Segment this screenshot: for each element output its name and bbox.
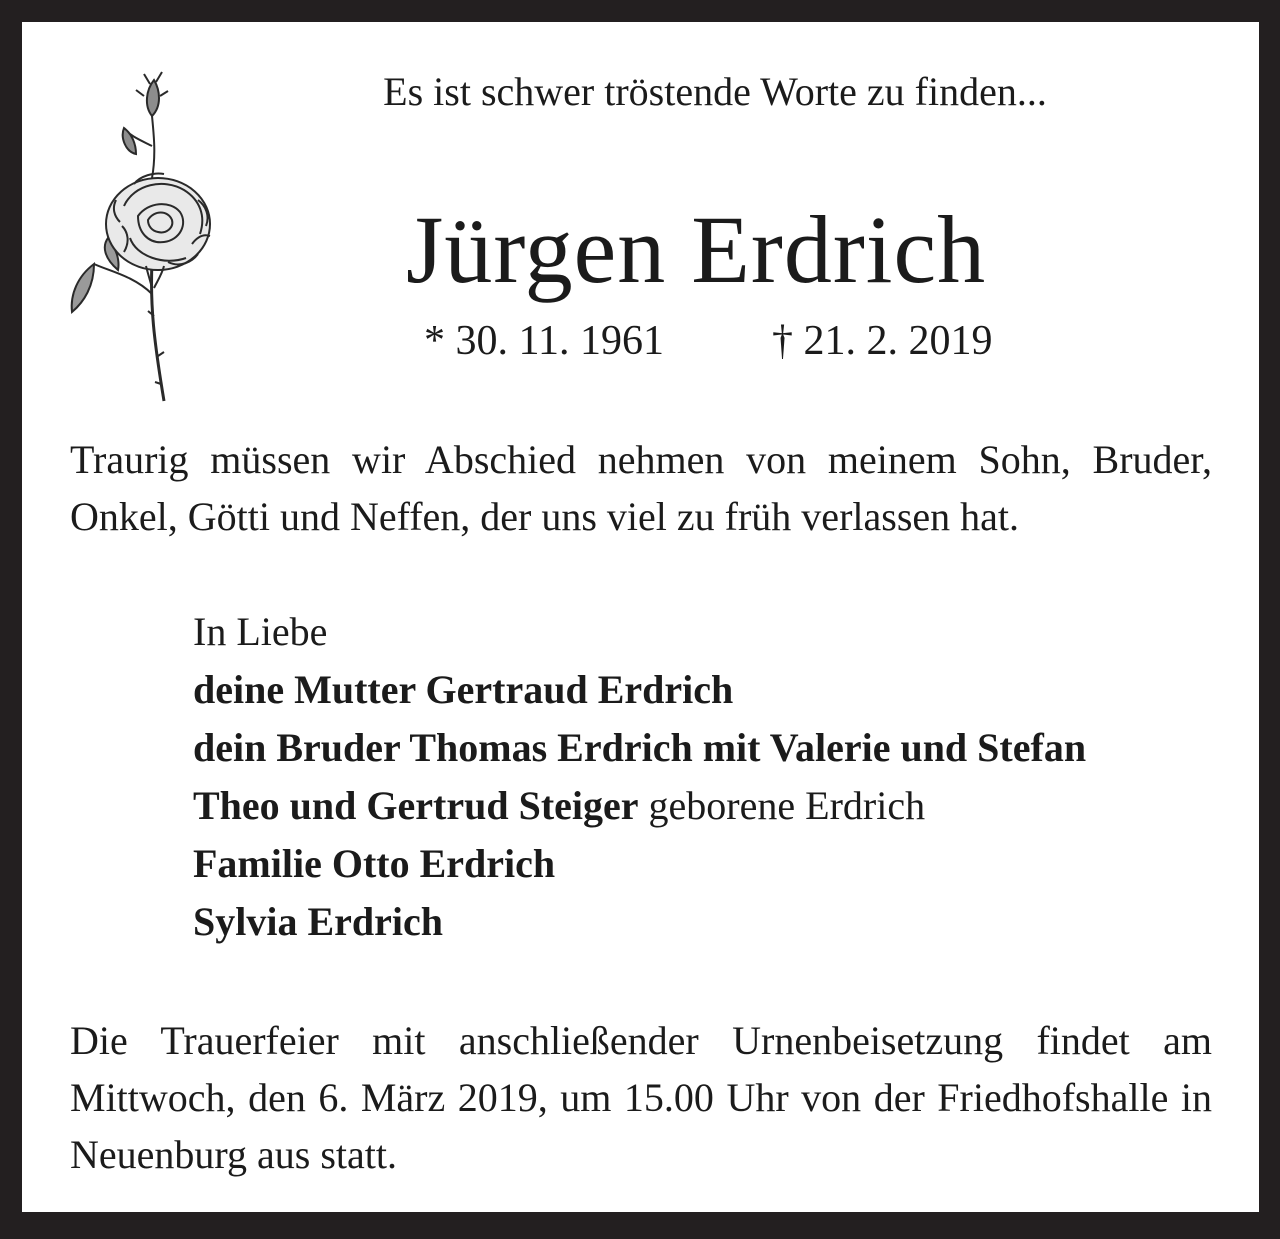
ceremony-text: Die Trauerfeier mit anschließender Urnenbeisetzung findet am Mittwoch, den 6. März 2019, um 15.00 Uhr von der Friedhofshalle in Neuenburg aus statt.: [70, 1018, 1212, 1177]
rose-icon: [64, 66, 234, 406]
signoff: [193, 603, 1223, 951]
deceased-name: Jürgen Erdrich: [406, 196, 987, 303]
death-date: † 21. 2. 2019: [772, 318, 993, 364]
mourner-steiger-names: Theo und Gertrud Steiger: [193, 783, 639, 828]
mourner-steiger: [193, 777, 1223, 835]
motto: Es ist schwer tröstende Worte zu finden...: [383, 69, 1047, 114]
mourner-steiger-note: geborene Erdrich: [638, 783, 926, 828]
signoff-intro: In Liebe: [193, 609, 328, 654]
mourner-sylvia: Sylvia Erdrich: [193, 899, 444, 944]
mourner-family-otto: Familie Otto Erdrich: [193, 841, 556, 886]
mourner-mother: deine Mutter Gertraud Erdrich: [193, 667, 734, 712]
announcement-text: Traurig müssen wir Abschied nehmen von meinem Sohn, Bruder, Onkel, Götti und Neffen, der uns viel zu früh verlassen hat.: [70, 437, 1212, 539]
birth-date: * 30. 11. 1961: [424, 318, 664, 364]
mourner-brother: dein Bruder Thomas Erdrich mit Valerie und Stefan: [193, 725, 1087, 770]
